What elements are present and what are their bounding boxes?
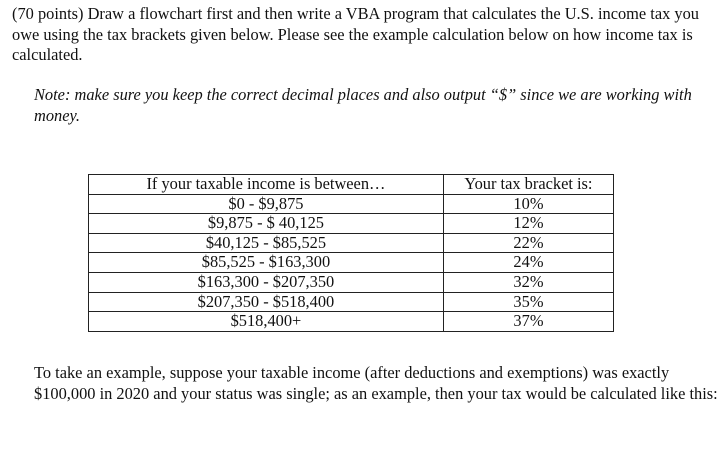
- header-income-range: If your taxable income is between…: [89, 175, 444, 195]
- tax-bracket-table: [88, 174, 614, 332]
- example-paragraph: [34, 363, 718, 404]
- tax-rate-cell: 32%: [443, 272, 613, 292]
- problem-note: [34, 85, 718, 126]
- income-range-cell: $9,875 - $ 40,125: [89, 214, 444, 234]
- income-range-cell: $518,400+: [89, 312, 444, 332]
- problem-intro-text: (70 points) Draw a flowchart first and then write a VBA program that calculates the U.S. income tax you owe using the tax brackets given below. Please see the example calculation below on how income tax is calculated.: [12, 4, 700, 64]
- tax-rate-cell: 24%: [443, 253, 613, 273]
- header-tax-bracket: Your tax bracket is:: [443, 175, 613, 195]
- income-range-cell: $207,350 - $518,400: [89, 292, 444, 312]
- income-range-cell: $0 - $9,875: [89, 194, 444, 214]
- table-row: [89, 312, 614, 332]
- table-header-row: [89, 175, 614, 195]
- table-row: [89, 253, 614, 273]
- problem-intro: [12, 4, 717, 66]
- tax-rate-cell: 12%: [443, 214, 613, 234]
- income-range-cell: $163,300 - $207,350: [89, 272, 444, 292]
- tax-rate-cell: 37%: [443, 312, 613, 332]
- income-range-cell: $85,525 - $163,300: [89, 253, 444, 273]
- table-row: [89, 194, 614, 214]
- table-row: [89, 292, 614, 312]
- tax-rate-cell: 35%: [443, 292, 613, 312]
- problem-note-text: Note: make sure you keep the correct decimal places and also output “$” since we are working with money.: [34, 85, 692, 125]
- example-text: To take an example, suppose your taxable income (after deductions and exemptions) was exactly $100,000 in 2020 and your status was single; as an example, then your tax would be calculated like this:: [34, 363, 718, 403]
- table-row: [89, 214, 614, 234]
- table-row: [89, 272, 614, 292]
- income-range-cell: $40,125 - $85,525: [89, 233, 444, 253]
- table-row: [89, 233, 614, 253]
- tax-rate-cell: 22%: [443, 233, 613, 253]
- tax-rate-cell: 10%: [443, 194, 613, 214]
